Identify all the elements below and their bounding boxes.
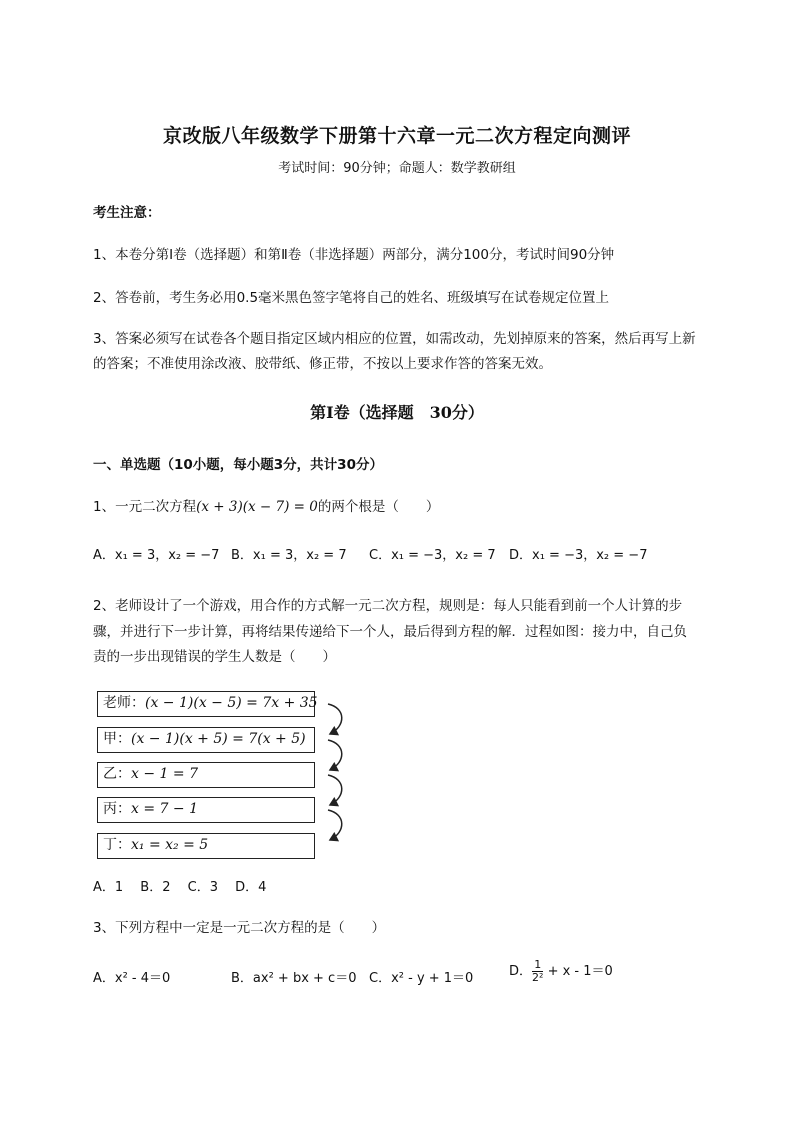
step-speaker: 甲： [103, 731, 131, 747]
section-title: 第I卷（选择题 30分） [310, 403, 484, 422]
q3-option-a: A．x² - 4＝0 [93, 971, 171, 986]
step-speaker: 丁： [103, 837, 131, 853]
step-speaker: 老师： [103, 695, 145, 711]
question-2-line-3: 责的一步出现错误的学生人数是（ ） [93, 649, 336, 665]
step-speaker: 乙： [103, 766, 131, 782]
q1-option-b: B．x₁ = 3，x₂ = 7 [231, 548, 347, 563]
part-heading: 一、单选题（10小题，每小题3分，共计30分） [93, 457, 383, 473]
step-speaker: 丙： [103, 801, 131, 817]
arrow-3 [328, 775, 342, 805]
q3-option-d-prefix: D． [509, 964, 533, 979]
q1-option-a: A．x₁ = 3，x₂ = −7 [93, 548, 220, 563]
q3-option-b: B．ax² + bx + c＝0 [231, 971, 357, 986]
q3-option-d [509, 959, 613, 984]
q3-option-c: C．x² - y + 1＝0 [369, 971, 474, 986]
q2-options: A．1 B．2 C．3 D．4 [93, 880, 267, 895]
arrow-2 [328, 740, 342, 770]
relay-step-bing [97, 797, 315, 823]
relay-step-jia [97, 727, 315, 753]
q1-suffix: 的两个根是（ ） [317, 499, 440, 515]
relay-step-yi [97, 762, 315, 788]
q1-equation: (x + 3)(x − 7) = 0 [196, 499, 318, 515]
relay-step-ding [97, 833, 315, 859]
q1-prefix: 1、一元二次方程 [93, 499, 197, 515]
notice-item-2: 2、答卷前，考生务必用0.5毫米黑色签字笔将自己的姓名、班级填写在试卷规定位置上 [93, 290, 610, 306]
page-title: 京改版八年级数学下册第十六章一元二次方程定向测评 [162, 125, 631, 147]
arrow-1 [328, 704, 342, 734]
fraction-numerator: 1 [532, 959, 543, 972]
question-2-line-1: 2、老师设计了一个游戏，用合作的方式解一元二次方程，规则是：每人只能看到前一个人计算的步 [93, 598, 683, 614]
page-subtitle: 考试时间：90分钟；命题人：数学教研组 [278, 161, 516, 176]
question-1-stem [93, 495, 439, 515]
q1-option-d: D．x₁ = −3，x₂ = −7 [509, 548, 648, 563]
question-2-line-2: 骤，并进行下一步计算，再将结果传递给下一个人，最后得到方程的解．过程如图：接力中，自己负 [93, 624, 687, 640]
step-equation: x − 1 = 7 [131, 766, 198, 782]
step-equation: (x − 1)(x + 5) = 7(x + 5) [131, 731, 306, 747]
step-equation: x₁ = x₂ = 5 [131, 837, 209, 853]
relay-step-teacher [97, 691, 318, 717]
step-equation: (x − 1)(x − 5) = 7x + 35 [145, 695, 318, 711]
q1-option-c: C．x₁ = −3，x₂ = 7 [369, 548, 496, 563]
question-3-stem: 3、下列方程中一定是一元二次方程的是（ ） [93, 920, 386, 936]
relay-arrows [314, 694, 354, 844]
notice-heading: 考生注意： [93, 205, 161, 221]
arrow-4 [328, 810, 342, 840]
fraction-denominator: 2² [532, 971, 544, 984]
q3-option-d-suffix: + x - 1＝0 [543, 964, 613, 979]
notice-item-3-line-1: 3、答案必须写在试卷各个题目指定区域内相应的位置，如需改动，先划掉原来的答案，然后再写上新 [93, 331, 696, 347]
fraction [532, 959, 543, 984]
notice-item-1: 1、本卷分第I卷（选择题）和第Ⅱ卷（非选择题）两部分，满分100分，考试时间90分钟 [93, 247, 615, 263]
notice-item-3-line-2: 的答案；不准使用涂改液、胶带纸、修正带，不按以上要求作答的答案无效。 [93, 356, 552, 372]
step-equation: x = 7 − 1 [131, 801, 198, 817]
